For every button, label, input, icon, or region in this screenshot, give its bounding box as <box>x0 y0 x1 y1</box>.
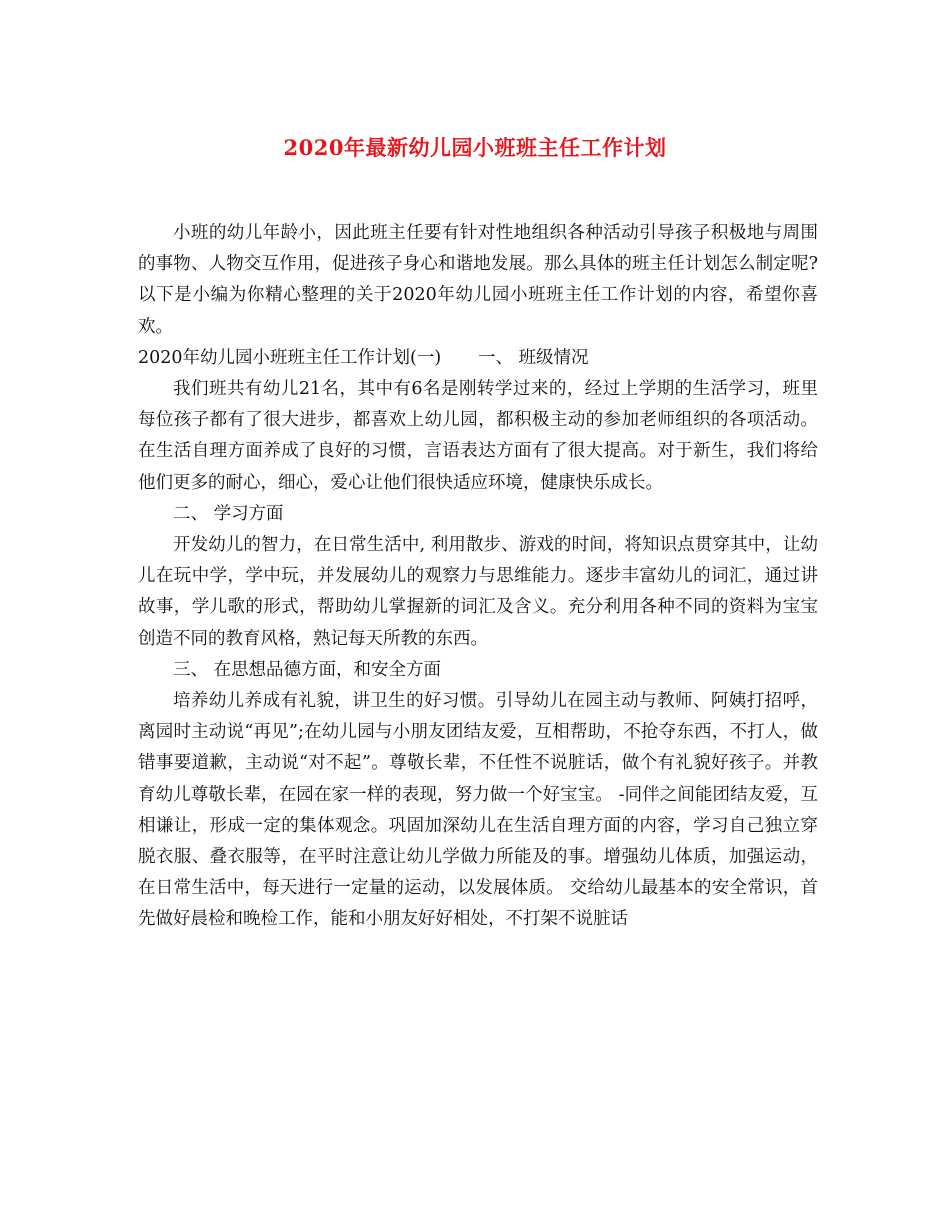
section3-paragraph: 培养幼儿养成有礼貌，讲卫生的好习惯。引导幼儿在园主动与教师、阿姨打招呼，离园时主动说“再见”;在幼儿园与小朋友团结友爱，互相帮助，不抢夺东西，不打人，做错事要道歉，主动说“对不起”。尊敬长辈，不任性不说脏话，做个有礼貌好孩子。并教育幼儿尊敬长辈，在园在家一样的表现，努力做一个好宝宝。 -同伴之间能团结友爱，互相谦让，形成一定的集体观念。巩固加深幼儿在生活自理方面的内容，学习自己独立穿脱衣服、叠衣服等，在平时注意让幼儿学做力所能及的事。增强幼儿体质，加强运动，在日常生活中，每天进行一定量的运动，以发展体质。 交给幼儿最基本的安全常识，首先做好晨检和晚检工作，能和小朋友好好相处，不打架不说脏话 <box>138 691 818 930</box>
document-body <box>138 218 818 936</box>
plan-title: 2020年幼儿园小班班主任工作计划(一) <box>138 347 442 368</box>
document-title: 2020年最新幼儿园小班班主任工作计划 <box>283 135 667 160</box>
section3-heading: 三、 在思想品德方面，和安全方面 <box>173 659 442 680</box>
intro-paragraph: 小班的幼儿年龄小，因此班主任要有针对性地组织各种活动引导孩子积极地与周围的事物、人物交互作用，促进孩子身心和谐地发展。那么具体的班主任计划怎么制定呢?以下是小编为你精心整理的关于2020年幼儿园小班班主任工作计划的内容，希望你喜欢。 <box>138 223 818 337</box>
section2-heading: 二、 学习方面 <box>173 503 284 524</box>
section2-paragraph: 开发幼儿的智力，在日常生活中, 利用散步、游戏的时间，将知识点贯穿其中，让幼儿在玩中学，学中玩，并发展幼儿的观察力与思维能力。逐步丰富幼儿的词汇，通过讲故事，学儿歌的形式，帮助幼儿掌握新的词汇及含义。充分利用各种不同的资料为宝宝创造不同的教育风格，熟记每天所教的东西。 <box>138 535 818 649</box>
section1-heading: 一、 班级情况 <box>477 347 589 368</box>
plan-title-line <box>138 343 818 374</box>
section1-paragraph: 我们班共有幼儿21名，其中有6名是刚转学过来的，经过上学期的生活学习，班里每位孩子都有了很大进步，都喜欢上幼儿园，都积极主动的参加老师组织的各项活动。在生活自理方面养成了良好的习惯，言语表达方面有了很大提高。对于新生，我们将给他们更多的耐心，细心，爱心让他们很快适应环境，健康快乐成长。 <box>138 379 818 493</box>
